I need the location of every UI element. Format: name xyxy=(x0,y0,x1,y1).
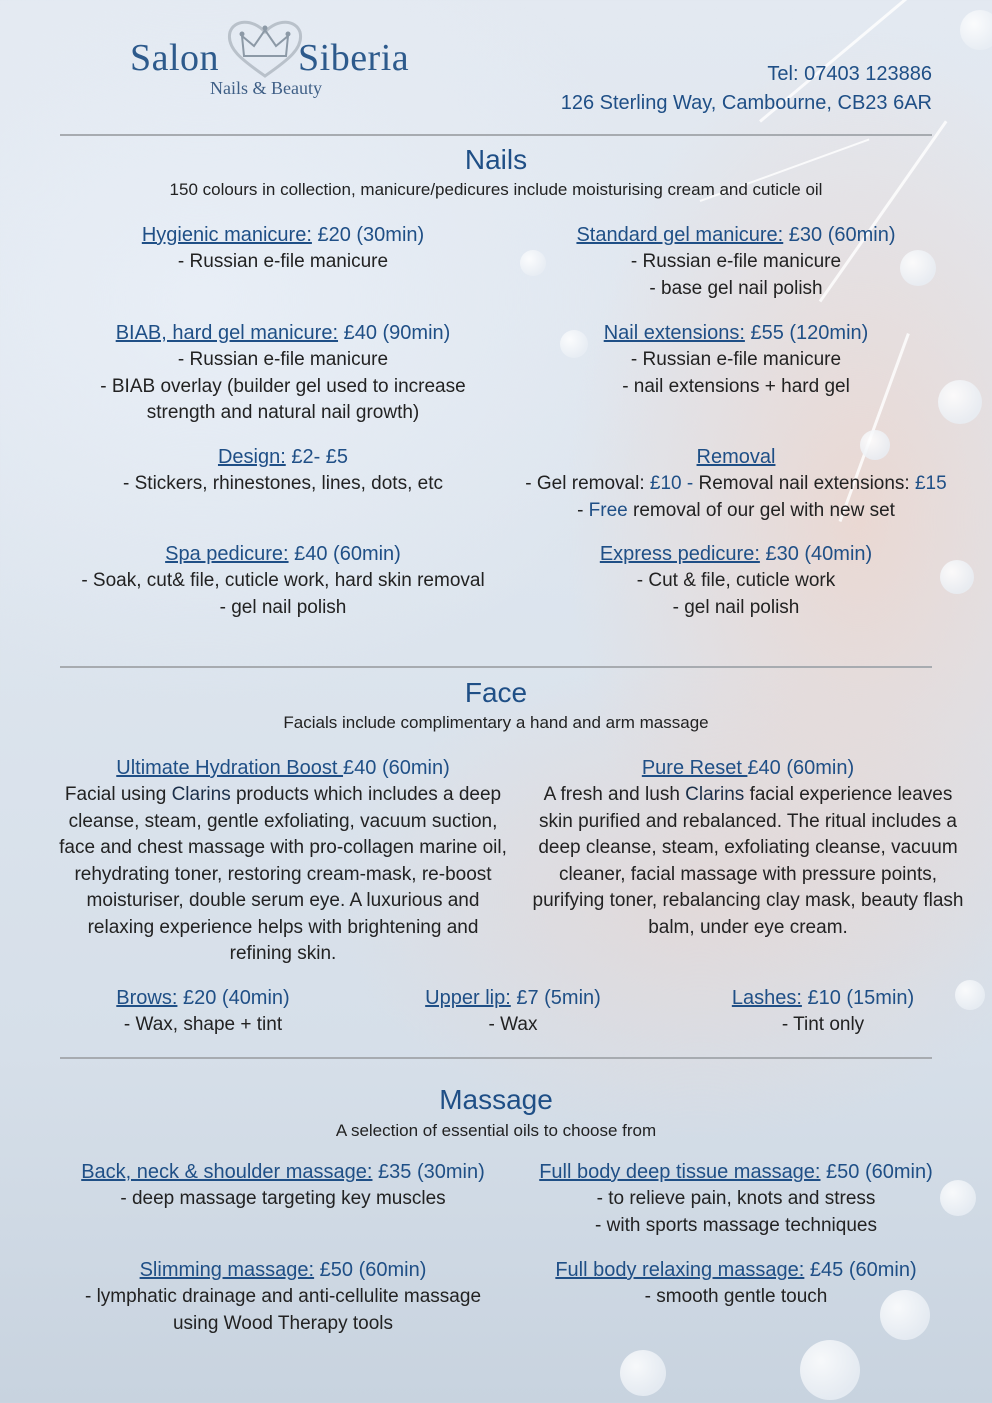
service-nail-extensions xyxy=(490,320,982,400)
brand-clarins: Clarins xyxy=(171,784,231,805)
salon-logo xyxy=(130,18,420,104)
service-price: £30 (40min) xyxy=(759,543,873,565)
service-lashes xyxy=(680,985,966,1039)
service-price: £50 (60min) xyxy=(820,1161,933,1183)
price-highlight: £15 xyxy=(914,473,947,494)
service-name: Brows: xyxy=(116,987,178,1009)
service-name: Full body relaxing massage: xyxy=(555,1259,805,1281)
brand-clarins: Clarins xyxy=(685,784,745,805)
service-price: £2- £5 xyxy=(285,446,349,468)
service-name: Pure Reset xyxy=(641,757,748,779)
service-price: £40 (60min) xyxy=(343,757,450,779)
section-subtitle-massage: A selection of essential oils to choose from xyxy=(335,1121,657,1140)
service-price: £35 (30min) xyxy=(372,1161,485,1183)
service-price: £10 (15min) xyxy=(801,987,915,1009)
service-name: Full body deep tissue massage: xyxy=(539,1161,821,1183)
service-detail: - Tint only xyxy=(781,1014,865,1035)
service-price: £50 (60min) xyxy=(314,1259,427,1281)
service-detail: - lymphatic drainage and anti-cellulite massage xyxy=(84,1286,482,1307)
section-title-face: Face xyxy=(464,677,528,708)
service-brows xyxy=(60,985,346,1039)
phone-number: Tel: 07403 123886 xyxy=(767,63,932,85)
facial-pure-reset xyxy=(528,755,968,941)
service-price: £40 (60min) xyxy=(747,757,855,779)
service-standard-gel-manicure xyxy=(490,222,982,302)
service-slimming-massage xyxy=(40,1257,526,1337)
service-biab-manicure xyxy=(40,320,526,427)
service-price: £20 (40min) xyxy=(177,987,290,1009)
service-name: Hygienic manicure: xyxy=(141,224,312,246)
brand-tagline: Nails & Beauty xyxy=(210,78,322,98)
section-title-massage: Massage xyxy=(439,1084,553,1115)
service-detail: - Soak, cut& file, cuticle work, hard skin removal xyxy=(81,570,485,591)
service-name: Design: xyxy=(217,446,286,468)
service-name: BIAB, hard gel manicure: xyxy=(115,322,339,344)
contact-block xyxy=(561,60,932,118)
section-subtitle-face: Facials include complimentary a hand and arm massage xyxy=(283,713,709,732)
service-hygienic-manicure xyxy=(40,222,526,276)
service-detail: - Cut & file, cuticle work xyxy=(636,570,836,591)
service-description: A fresh and lush Clarins facial experience leaves skin purified and rebalanced. The ritual includes a deep cleanse, steam, exfoliating cleanse, vacuum cleaner, facial massage with pressure points, purifying toner, rebalancing clay mask, beauty flash balm, under eye cream. xyxy=(532,784,964,938)
service-detail: - Russian e-file manicure xyxy=(177,349,389,370)
free-highlight: Free xyxy=(588,499,628,521)
service-detail: - gel nail polish xyxy=(672,596,800,618)
divider xyxy=(60,666,932,668)
section-title-nails: Nails xyxy=(464,144,528,175)
service-name: Express pedicure: xyxy=(599,543,760,565)
brand-name-part1: Salon xyxy=(130,37,220,79)
service-detail: - deep massage targeting key muscles xyxy=(120,1188,446,1209)
service-detail: - Wax, shape + tint xyxy=(123,1014,283,1035)
facial-ultimate-hydration-boost xyxy=(58,755,508,968)
price-highlight: £10 - xyxy=(649,473,694,494)
service-name: Lashes: xyxy=(731,987,802,1009)
divider xyxy=(60,1057,932,1059)
service-price: £45 (60min) xyxy=(804,1259,917,1281)
service-detail: - Wax xyxy=(488,1014,538,1035)
service-name: Standard gel manicure: xyxy=(576,224,784,246)
crown-heart-icon xyxy=(222,18,308,80)
address: 126 Sterling Way, Cambourne, CB23 6AR xyxy=(560,92,932,114)
service-detail: - to relieve pain, knots and stress xyxy=(596,1188,876,1209)
service-name: Removal xyxy=(696,446,776,468)
service-name: Slimming massage: xyxy=(139,1259,315,1281)
service-removal xyxy=(490,444,982,524)
service-detail: - Russian e-file manicure xyxy=(630,349,842,370)
service-name: Nail extensions: xyxy=(603,322,745,344)
service-detail: - Free removal of our gel with new set xyxy=(577,499,895,521)
service-detail: - Gel removal: £10 - Removal nail extensions: £15 xyxy=(525,473,947,494)
service-description: Facial using Clarins products which includes a deep cleanse, steam, gentle exfoliating, vacuum suction, face and chest massage with pro-collagen marine oil, rehydrating toner, restoring cream-mask, re-boost moisturiser, double serum eye. A luxurious and relaxing experience helps with brightening and refining skin. xyxy=(59,784,507,964)
service-detail: - BIAB overlay (builder gel used to increase xyxy=(100,375,466,397)
service-relaxing-massage xyxy=(490,1257,982,1311)
service-name: Spa pedicure: xyxy=(165,543,289,565)
service-detail: - Russian e-file manicure xyxy=(177,251,389,272)
service-detail: - nail extensions + hard gel xyxy=(622,375,850,397)
service-express-pedicure xyxy=(490,541,982,621)
service-detail: - Russian e-file manicure xyxy=(630,251,842,272)
divider xyxy=(60,134,932,136)
service-price: £30 (60min) xyxy=(783,224,896,246)
brand-name-part2: Siberia xyxy=(298,37,410,79)
service-detail: using Wood Therapy tools xyxy=(172,1312,394,1334)
service-deep-tissue-massage xyxy=(490,1159,982,1239)
service-price: £40 (60min) xyxy=(288,543,401,565)
service-detail: - with sports massage techniques xyxy=(595,1214,877,1236)
service-name: Upper lip: xyxy=(425,987,511,1009)
service-name: Back, neck & shoulder massage: xyxy=(81,1161,373,1183)
service-detail: strength and natural nail growth) xyxy=(146,402,420,423)
service-name: Ultimate Hydration Boost xyxy=(116,757,344,779)
service-upper-lip xyxy=(370,985,656,1039)
service-back-neck-shoulder-massage xyxy=(40,1159,526,1213)
service-detail: - gel nail polish xyxy=(219,596,347,618)
service-spa-pedicure xyxy=(40,541,526,621)
service-detail: - Stickers, rhinestones, lines, dots, etc xyxy=(123,473,443,494)
service-price: £7 (5min) xyxy=(510,987,601,1009)
service-price: £20 (30min) xyxy=(311,224,425,246)
service-price: £55 (120min) xyxy=(744,322,869,344)
service-price: £40 (90min) xyxy=(338,322,451,344)
section-subtitle-nails: 150 colours in collection, manicure/pedicures include moisturising cream and cuticle oil xyxy=(169,180,823,199)
service-detail: - smooth gentle touch xyxy=(644,1286,828,1307)
service-detail: - base gel nail polish xyxy=(649,277,823,299)
service-design xyxy=(40,444,526,498)
